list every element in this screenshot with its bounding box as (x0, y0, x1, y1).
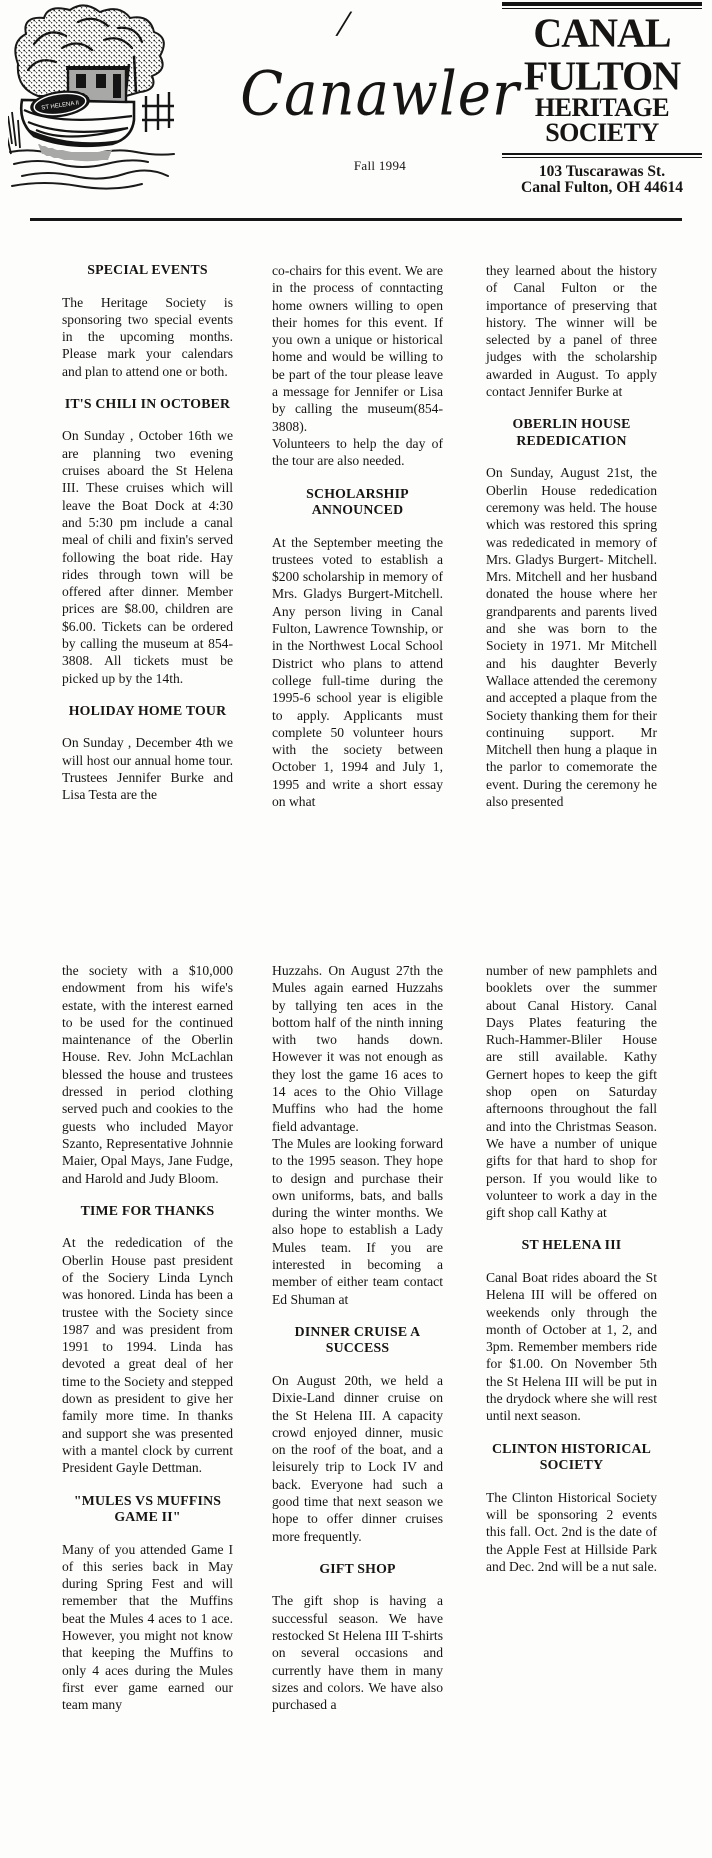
article-paragraph: At the September meeting the trustees voted to establish a $200 scholarship in memory of Mrs. Gladys Burgert-Mitchell. Any person living in Canal Fulton, Lawrence Township, or in the Northwest Local School District who plans to attend college full-time during the 1995-6 school year is eligible to apply. Applicants must complete 50 volunteer hours with the society between October 1, 1994 and July 1, 1995 and write a short essay on what (272, 534, 443, 810)
article-paragraph: The gift shop is having a successful season. We have restocked St Helena III T-shirts on several occasions and currently have them in many sizes and colors. We have also purchased a (272, 1593, 443, 1713)
article-heading: SPECIAL EVENTS (87, 262, 208, 277)
article-heading: TIME FOR THANKS (80, 1202, 215, 1218)
column-bottom-center (272, 962, 443, 1713)
society-name-line: CANAL (533, 9, 671, 56)
article-paragraph: they learned about the history of Canal Fulton or the importance of preserving that history. The winner will be selected by a panel of three judges with the scholarship awarded in August. To apply contact Jennifer Burke at (486, 263, 657, 400)
article-heading: HOLIDAY HOME TOUR (68, 702, 227, 718)
article-heading: CLINTON HISTORICAL SOCIETY (491, 1440, 652, 1473)
article-heading: DINNER CRUISE A SUCCESS (294, 1323, 421, 1356)
column-top-right (486, 262, 657, 810)
article-heading: OBERLIN HOUSE REDEDICATION (512, 416, 631, 448)
article-paragraph: number of new pamphlets and booklets over the summer about Canal History. Canal Days Plates featuring the Ruch-Hammer-Bliler House are still available. Kathy Gernert hopes to keep the gift shop open on Saturday afternoons throughout the fall and into the Christmas Season. We have a number of unique gifts for that hard to shop for person. If you would like to volunteer to work a day in the gift shop call Kathy at (486, 963, 657, 1221)
article-heading: ST HELENA III (521, 1237, 622, 1253)
article-paragraph: On Sunday , October 16th we are planning two evening cruises aboard the St Helena III. These cruises which will leave the Boat Dock at 4:30 and 5:30 pm include a canal meal of chili and fixin's served following the boat ride. Hay rides through town will be offered after dinner. Member prices are $8.00, children are $6.00. Tickets can be ordered by calling the museum at 854-3808. All tickets must be picked up by the 14th. (62, 428, 233, 686)
header-divider (30, 218, 682, 221)
article-heading: "MULES VS MUFFINS GAME II" (73, 1492, 222, 1525)
boat-name-text: ST HELENA II (41, 100, 80, 112)
article-heading: SCHOLARSHIP ANNOUNCED (306, 485, 409, 518)
article-paragraph: At the rededication of the Oberlin House past president of the Sociery Linda Lynch was honored. Linda has been a trustee with the Society since 1987 and was president from 1991 to 1994. Linda has devoted a great deal of her time to the Society and stepped down as president to give her family more time. In thanks and support she was presented with a mantel clock by current President Gayle Dettman. (62, 1235, 233, 1476)
article-paragraph: On Sunday , December 4th we will host our annual home tour. Trustees Jennifer Burke and Lisa Testa are the (62, 735, 233, 803)
society-address (498, 164, 706, 197)
issue-date: Fall 1994 (353, 158, 407, 173)
article-heading: IT'S CHILI IN OCTOBER (64, 395, 231, 411)
column-bottom-left (62, 962, 233, 1713)
society-name-line: HERITAGE (534, 92, 670, 122)
divider (502, 157, 702, 158)
article-paragraph: Canal Boat rides aboard the St Helena III will be offered on weekends only through the month of October at 1, 2, and 3pm. Remember members ride for $1.00. On November 5th the St Helena III will be put in the drydock where she will rest until next season. (486, 1269, 657, 1424)
society-masthead (498, 2, 706, 196)
society-name-line: SOCIETY (545, 118, 659, 148)
article-paragraph: On Sunday, August 21st, the Oberlin House rededication ceremony was held. The house which was restored this spring was rededicated in memory of Mrs. Gladys Burgert- Mitchell. Mrs. Mitchell and her husband donated the house where her grandparents and parents lived and she was born to the Society in 1971. Mr Mitchell and his daughter Beverly Wallace attended the ceremony and accepted a plaque from the Society thanking them for their continuing support. Mr Mitchell then hung a plaque in the parlor to comemorate the event. During the ceremony he also presented (486, 465, 657, 810)
society-address-line2: Canal Fulton, OH 44614 (521, 178, 683, 196)
article-paragraph: co-chairs for this event. We are in the process of conntacting home owners willing to open their homes for this event. If you own a unique or historical home and would be willing to be part of the tour please leave a message for Jennifer or Lisa by calling the museum(854-3808). (272, 263, 443, 434)
column-bottom-right (486, 962, 657, 1575)
column-top-left (62, 262, 233, 804)
newsletter-title: Canawler (240, 59, 520, 130)
article-paragraph: Huzzahs. On August 27th the Mules again earned Huzzahs by tallying ten aces in the bottom half of the ninth inning with two hands down. However it was not enough as they lost the game 16 aces to 14 aces to the Ohio Village Muffins who had the home field advantage. (272, 963, 443, 1134)
column-top-center (272, 262, 443, 810)
article-paragraph: Many of you attended Game I of this series back in May during Spring Fest and will remember that the Muffins beat the Mules 4 aces to 1 ace. However, you might not know that keeping the Muffins to only 4 aces during the Mules first ever game earned our team many (62, 1541, 233, 1713)
society-name-line: FULTON (523, 51, 681, 99)
article-heading: GIFT SHOP (319, 1560, 396, 1576)
article-paragraph: The Mules are looking forward to the 1995 season. They hope to design and purchase their own uniforms, bats, and balls during the winter months. We also hope to establish a Lady Mules team. If you are interested in becoming a member of either team contact Ed Shuman at (272, 1135, 443, 1307)
article-paragraph: The Clinton Historical Society will be sponsoring 2 events this fall. Oct. 2nd is the date of the Apple Fest at Hillside Park and Dec. 2nd will be a nut sale. (486, 1489, 658, 1574)
divider (502, 2, 702, 6)
article-paragraph: The Heritage Society is sponsoring two special events in the upcoming months. Please mark your calendars and plan to attend one or both. (62, 294, 233, 379)
canal-boat-illustration (8, 4, 176, 190)
society-address-line1: 103 Tuscarawas St. (538, 162, 666, 180)
article-paragraph: the society with a $10,000 endowment from his wife's estate, with the interest earned to be used for the continued maintenance of the Oberlin House. Rev. John McLachlan blessed the house and trustees dressed in period clothing served puch and cookies to the guests who included Mayor Szanto, Representative Johnnie Maier, Opal Mays, Jane Fudge, and Harold and Judy Bloom. (62, 963, 233, 1186)
stray-ink-mark: / (336, 2, 351, 46)
article-paragraph: On August 20th, we held a Dixie-Land dinner cruise on the St Helena III. A capacity crowd enjoyed dinner, music on the roof of the boat, and a leisurely trip to Lock IV and back. Everyone had such a good time that next season we hope to offer dinner cruises more frequently. (272, 1372, 443, 1544)
article-paragraph: Volunteers to help the day of the tour are also needed. (272, 435, 443, 469)
divider (502, 153, 702, 155)
